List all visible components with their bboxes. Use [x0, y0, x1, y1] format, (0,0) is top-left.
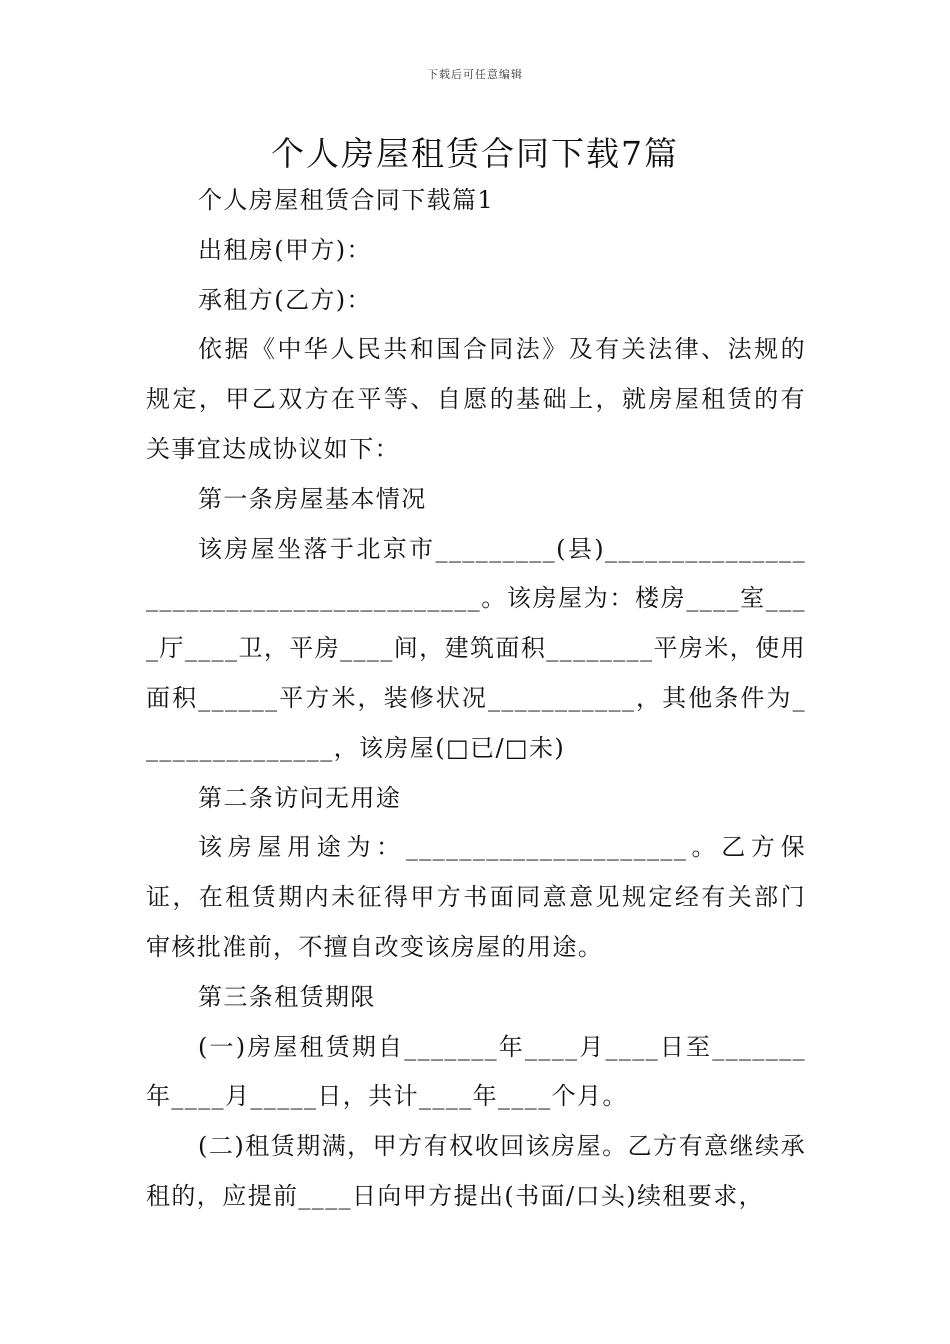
lessee-line: 承租方(乙方)：	[198, 285, 372, 314]
usage-paragraph: 该房屋用途为：_____________________。乙方保证，在租赁期内未征得甲方书面同意意见规定经有关部门审核批准前，不擅自改变该房屋的用途。	[146, 833, 806, 961]
property-description-paragraph: 该房屋坐落于北京市_________(县)________________________________________。该房屋为：楼房____室____厅____卫，平房____间，建筑面积________平房米，使用面积______平方米，装修状况___________，其他条件为_______________，该房屋(□已/□未)	[146, 534, 806, 762]
lessor-line: 出租房(甲方)：	[198, 235, 372, 264]
lease-term-paragraph: (一)房屋租赁期自_______年____月____日至_______年____月_____日，共计____年____个月。	[146, 1032, 806, 1111]
article-heading: 第一条房屋基本情况	[198, 484, 427, 513]
article-heading: 第二条访问无用途	[198, 783, 402, 812]
header-note: 下载后可任意编辑	[427, 68, 523, 81]
renewal-paragraph: (二)租赁期满，甲方有权收回该房屋。乙方有意继续承租的，应提前____日向甲方提出(书面/口头)续租要求，	[146, 1132, 806, 1210]
article-heading: 第三条租赁期限	[198, 982, 376, 1011]
preamble-paragraph: 依据《中华人民共和国合同法》及有关法律、法规的规定，甲乙双方在平等、自愿的基础上，就房屋租赁的有关事宜达成协议如下：	[146, 335, 806, 463]
document-title: 个人房屋租赁合同下载7篇	[271, 134, 679, 173]
document-body	[146, 176, 806, 1222]
section-heading: 个人房屋租赁合同下载篇1	[198, 186, 495, 214]
